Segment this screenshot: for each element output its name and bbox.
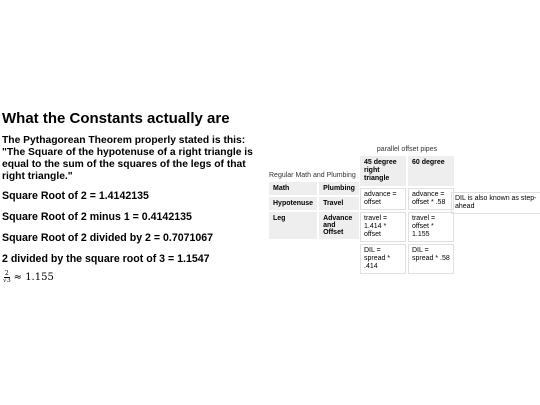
table-cell: travel = offset * 1.155 [408, 212, 454, 242]
fact-sqrt2-div-2: Square Root of 2 divided by 2 = 0.7071067 [2, 232, 214, 244]
table-header-row [360, 156, 454, 186]
column-header: 45 degree right triangle [360, 156, 406, 186]
column-header: 60 degree [408, 156, 454, 186]
table-cell: Math [269, 182, 317, 195]
fraction-denominator: √3 [3, 277, 11, 284]
fact-sqrt2: Square Root of 2 = 1.4142135 [2, 190, 149, 202]
table-cell: Travel [319, 197, 359, 210]
math-table-caption: Regular Math and Plumbing [269, 172, 356, 179]
dil-note: DIL is also known as step-ahead [451, 192, 540, 214]
table-cell: DIL = spread * .414 [360, 244, 406, 274]
table-row [269, 197, 359, 210]
formula-approx: ≈ 1.155 [13, 272, 54, 283]
table-cell: advance = offset [360, 188, 406, 210]
table-row [360, 244, 454, 274]
table-cell: Hypotenuse [269, 197, 317, 210]
table-row [269, 212, 359, 239]
pythagorean-statement: The Pythagorean Theorem properly stated is this: "The Square of the hypotenuse of a right triangle is equal to the sum of the squares of the legs of that right triangle." [2, 135, 253, 182]
pipes-table-caption: parallel offset pipes [376, 146, 438, 153]
table-cell: Leg [269, 212, 317, 239]
fraction-numerator: 2 [4, 270, 9, 277]
fact-sqrt2-minus-1: Square Root of 2 minus 1 = 0.4142135 [2, 211, 192, 223]
fraction [2, 271, 12, 284]
table-row [360, 212, 454, 242]
table-cell: travel = 1.414 * offset [360, 212, 406, 242]
fact-2-div-sqrt3: 2 divided by the square root of 3 = 1.1547 [2, 253, 210, 265]
table-row [269, 182, 359, 195]
formula [2, 271, 54, 284]
table-cell: advance = offset * .58 [408, 188, 454, 210]
table-cell: Plumbing [319, 182, 359, 195]
page-title: What the Constants actually are [2, 110, 230, 127]
table-cell: Advance and Offset [319, 212, 359, 239]
table-row [360, 188, 454, 210]
parallel-offset-table [358, 146, 456, 276]
math-plumbing-table [267, 172, 361, 241]
table-cell: DIL = spread * .58 [408, 244, 454, 274]
